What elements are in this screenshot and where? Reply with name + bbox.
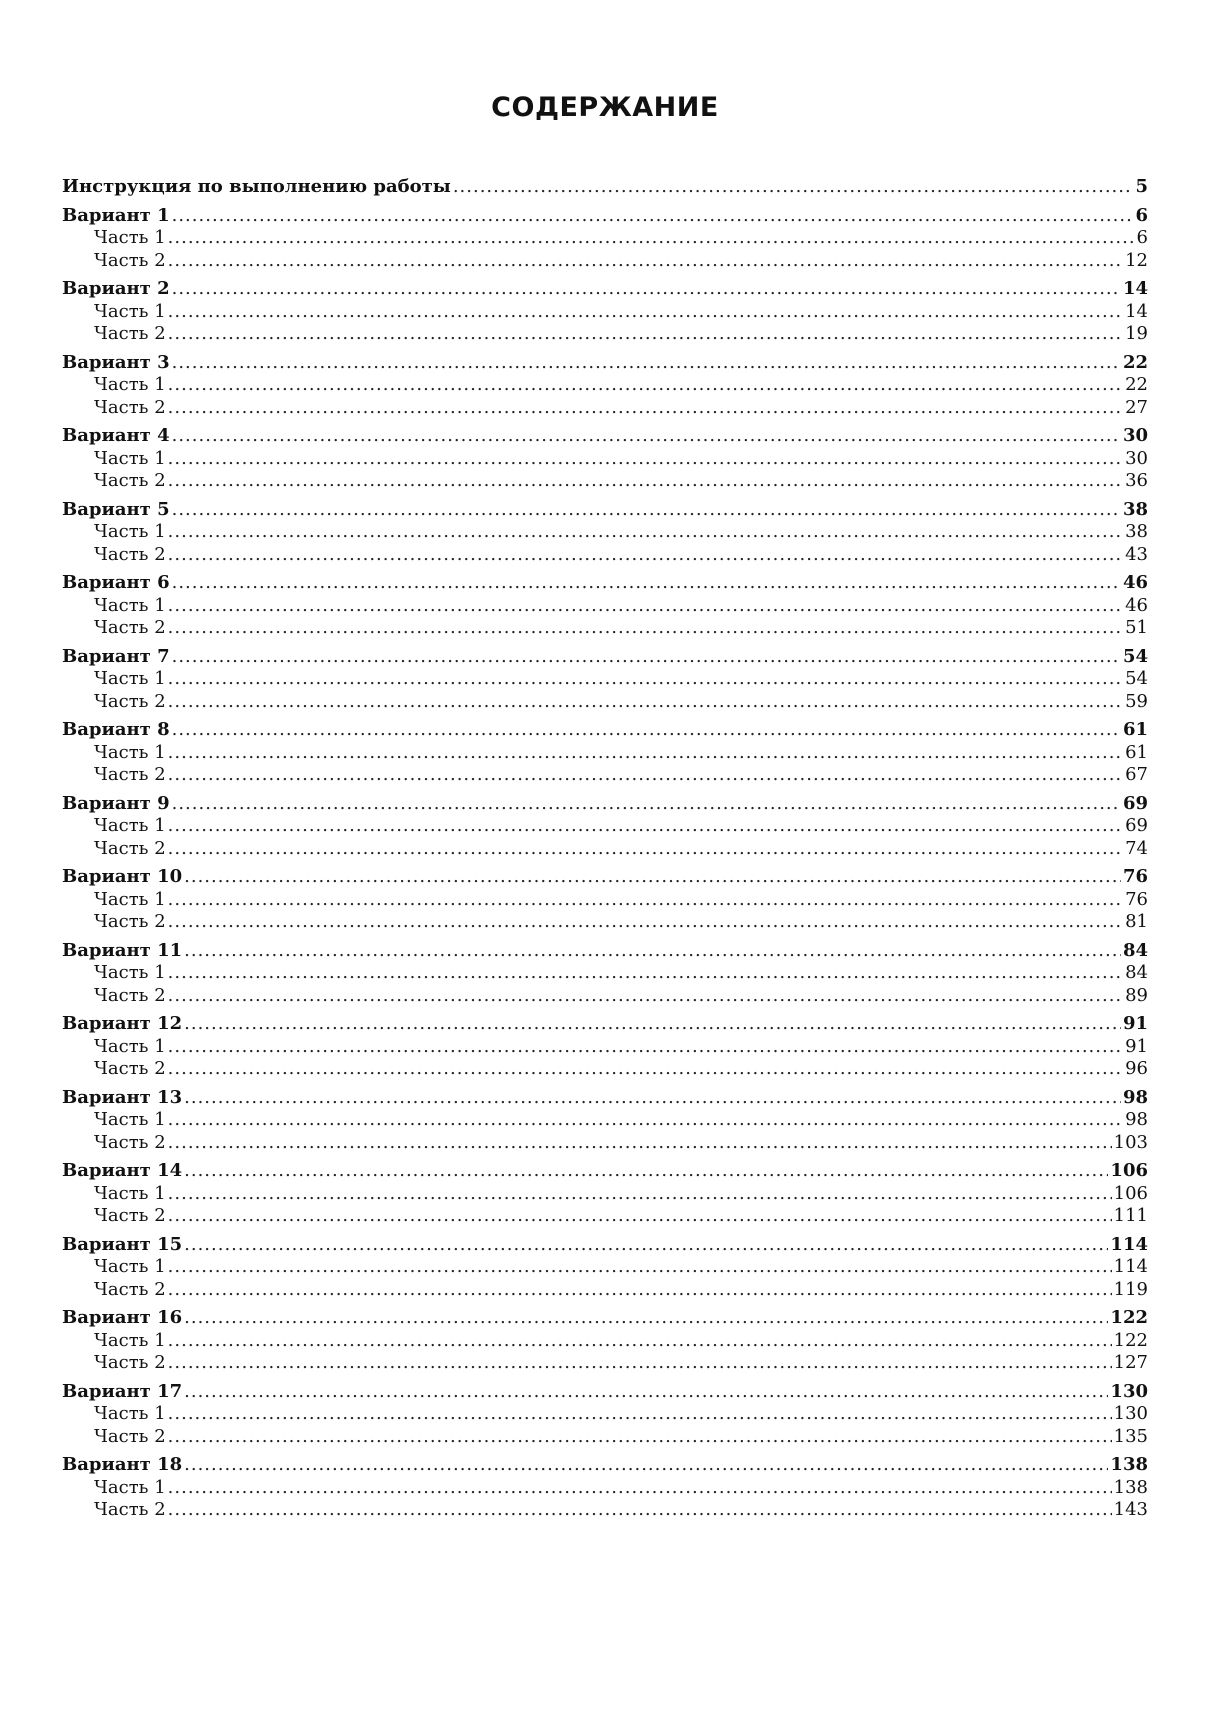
toc-subentry[interactable]	[62, 962, 1148, 985]
toc-subentry[interactable]	[62, 911, 1148, 934]
toc-page-number: 122	[1110, 1307, 1148, 1328]
toc-entry[interactable]	[62, 205, 1148, 228]
toc-page-number: 98	[1125, 1109, 1148, 1130]
toc-page-number: 6	[1135, 204, 1148, 226]
toc-page-number: 122	[1113, 1329, 1148, 1351]
dot-leader	[168, 889, 1123, 912]
dot-leader	[168, 1205, 1112, 1228]
toc-entry-label: Часть 1	[94, 1256, 166, 1277]
toc-page-number: 127	[1113, 1352, 1148, 1373]
toc-page-number: 12	[1125, 249, 1148, 271]
dot-leader	[168, 815, 1123, 838]
toc-page-number: 81	[1125, 911, 1148, 932]
toc-entry-label: Часть 1	[94, 447, 166, 469]
toc-entry[interactable]	[62, 1234, 1148, 1257]
toc-group	[62, 1160, 1148, 1228]
toc-page-number: 54	[1122, 645, 1148, 667]
toc-page-number: 38	[1122, 498, 1148, 520]
dot-leader	[168, 668, 1123, 691]
toc-entry-label: Вариант 9	[62, 792, 170, 814]
toc-entry-label: Часть 2	[94, 1131, 166, 1153]
dot-leader	[172, 278, 1121, 301]
toc-entry-label: Часть 2	[94, 617, 166, 638]
toc-page-number: 5	[1135, 176, 1148, 197]
toc-group	[62, 866, 1148, 934]
toc-page-number: 61	[1125, 741, 1148, 763]
toc-entry-label: Вариант 13	[62, 1086, 183, 1108]
toc-entry[interactable]	[62, 646, 1148, 669]
dot-leader	[184, 1307, 1108, 1330]
dot-leader	[168, 1330, 1112, 1353]
toc-entry[interactable]	[62, 1454, 1148, 1477]
toc-subentry[interactable]	[62, 1256, 1148, 1279]
toc-entry-label: Вариант 16	[62, 1307, 183, 1328]
dot-leader	[168, 1352, 1112, 1375]
toc-group	[62, 425, 1148, 493]
dot-leader	[168, 1279, 1112, 1302]
dot-leader	[172, 793, 1121, 816]
dot-leader	[184, 866, 1121, 889]
toc-group	[62, 205, 1148, 273]
toc-entry[interactable]	[62, 940, 1148, 963]
dot-leader	[168, 1477, 1112, 1500]
dot-leader	[168, 448, 1123, 471]
toc-entry-label: Часть 2	[94, 984, 166, 1006]
dot-leader	[168, 617, 1123, 640]
toc-page-number: 103	[1113, 1131, 1148, 1153]
toc-page-number: 130	[1110, 1380, 1148, 1402]
toc-subentry[interactable]	[62, 1477, 1148, 1500]
toc-subentry[interactable]	[62, 374, 1148, 397]
toc-page-number: 138	[1113, 1476, 1148, 1498]
dot-leader	[168, 595, 1123, 618]
toc-group	[62, 572, 1148, 640]
toc-page-number: 138	[1110, 1454, 1148, 1475]
dot-leader	[168, 1058, 1123, 1081]
toc-entry-label: Вариант 1	[62, 204, 170, 226]
toc-subentry[interactable]	[62, 764, 1148, 787]
dot-leader	[172, 572, 1121, 595]
toc-group	[62, 940, 1148, 1008]
dot-leader	[168, 227, 1135, 250]
toc-entry-label: Вариант 8	[62, 719, 170, 740]
toc-entry-label: Часть 1	[94, 227, 166, 248]
toc-subentry[interactable]	[62, 1205, 1148, 1228]
dot-leader	[172, 352, 1121, 375]
toc-entry-label: Вариант 14	[62, 1160, 183, 1181]
toc-subentry[interactable]	[62, 742, 1148, 765]
toc-group	[62, 646, 1148, 714]
dot-leader	[184, 1087, 1121, 1110]
toc-page-number: 6	[1136, 227, 1148, 248]
toc-entry-label: Часть 2	[94, 1278, 166, 1300]
toc-subentry[interactable]	[62, 1352, 1148, 1375]
toc-page-number: 74	[1125, 837, 1148, 859]
toc-page-number: 14	[1125, 300, 1148, 322]
dot-leader	[184, 1013, 1121, 1036]
toc-subentry[interactable]	[62, 323, 1148, 346]
toc-subentry[interactable]	[62, 1132, 1148, 1155]
toc-entry-label: Часть 2	[94, 470, 166, 491]
dot-leader	[172, 205, 1134, 228]
toc-page-number: 51	[1125, 617, 1148, 638]
dot-leader	[168, 374, 1123, 397]
toc-page-number: 106	[1110, 1160, 1148, 1181]
toc-entry[interactable]	[62, 352, 1148, 375]
toc-page-number: 89	[1125, 984, 1148, 1006]
toc-group	[62, 278, 1148, 346]
toc-group	[62, 719, 1148, 787]
toc-group	[62, 176, 1148, 199]
toc-entry-label: Часть 1	[94, 1329, 166, 1351]
dot-leader	[168, 1183, 1112, 1206]
toc-entry[interactable]	[62, 278, 1148, 301]
toc-subentry[interactable]	[62, 691, 1148, 714]
dot-leader	[168, 1499, 1112, 1522]
toc-subentry[interactable]	[62, 397, 1148, 420]
toc-page-number: 54	[1125, 668, 1148, 689]
toc-group	[62, 352, 1148, 420]
toc-page-number: 98	[1122, 1086, 1148, 1108]
toc-subentry[interactable]	[62, 470, 1148, 493]
toc-entry-label: Часть 2	[94, 1058, 166, 1079]
toc-page-number: 61	[1122, 719, 1148, 740]
toc-subentry[interactable]	[62, 250, 1148, 273]
toc-group	[62, 1454, 1148, 1522]
toc-page-number: 67	[1125, 764, 1148, 785]
toc-entry-label: Часть 2	[94, 323, 166, 344]
dot-leader	[184, 1454, 1108, 1477]
toc-entry-label: Вариант 15	[62, 1233, 183, 1255]
toc-page-number: 114	[1113, 1256, 1148, 1277]
toc-entry-label: Часть 1	[94, 1182, 166, 1204]
toc-entry-label: Часть 1	[94, 668, 166, 689]
dot-leader	[168, 838, 1123, 861]
toc-subentry[interactable]	[62, 1036, 1148, 1059]
toc-subentry[interactable]	[62, 815, 1148, 838]
toc-subentry[interactable]	[62, 617, 1148, 640]
toc-subentry[interactable]	[62, 838, 1148, 861]
toc-entry-label: Часть 2	[94, 690, 166, 712]
toc-entry-label: Инструкция по выполнению работы	[62, 176, 451, 197]
toc-subentry[interactable]	[62, 1058, 1148, 1081]
toc-entry-label: Вариант 2	[62, 278, 170, 299]
toc-entry[interactable]	[62, 499, 1148, 522]
toc-entry-label: Вариант 3	[62, 351, 170, 373]
toc-page-number: 59	[1125, 690, 1148, 712]
toc-subentry[interactable]	[62, 1499, 1148, 1522]
dot-leader	[168, 1426, 1112, 1449]
page-title: СОДЕРЖАНИЕ	[491, 92, 719, 123]
toc-subentry[interactable]	[62, 668, 1148, 691]
toc-entry-label: Часть 1	[94, 374, 166, 395]
toc-page-number: 114	[1110, 1233, 1148, 1255]
toc-entry-label: Часть 1	[94, 1403, 166, 1424]
toc-subentry[interactable]	[62, 544, 1148, 567]
dot-leader	[168, 250, 1123, 273]
toc-subentry[interactable]	[62, 227, 1148, 250]
toc-subentry[interactable]	[62, 1279, 1148, 1302]
toc-subentry[interactable]	[62, 595, 1148, 618]
toc-subentry[interactable]	[62, 448, 1148, 471]
toc-page-number: 69	[1122, 792, 1148, 814]
toc-entry[interactable]	[62, 1160, 1148, 1183]
toc-group	[62, 1307, 1148, 1375]
toc-page-number: 111	[1113, 1205, 1148, 1226]
toc-page-number: 69	[1125, 815, 1148, 836]
toc-page-number: 36	[1125, 470, 1148, 491]
toc-entry-label: Часть 1	[94, 1476, 166, 1498]
dot-leader	[168, 1036, 1123, 1059]
dot-leader	[172, 646, 1121, 669]
toc-page-number: 91	[1125, 1035, 1148, 1057]
dot-leader	[168, 742, 1123, 765]
toc-page-number: 22	[1122, 351, 1148, 373]
dot-leader	[168, 397, 1123, 420]
toc-entry-label: Часть 1	[94, 521, 166, 542]
toc-entry-label: Часть 1	[94, 1035, 166, 1057]
toc-entry-label: Вариант 6	[62, 572, 170, 593]
toc-entry-label: Вариант 5	[62, 498, 170, 520]
dot-leader	[168, 1109, 1123, 1132]
dot-leader	[184, 1381, 1108, 1404]
toc-entry-label: Часть 2	[94, 1425, 166, 1447]
toc-group	[62, 1234, 1148, 1302]
dot-leader	[172, 499, 1121, 522]
toc-page-number: 106	[1113, 1182, 1148, 1204]
toc-page-number: 130	[1113, 1403, 1148, 1424]
toc-entry-label: Часть 2	[94, 396, 166, 418]
toc-page-number: 76	[1122, 866, 1148, 887]
toc-entry-label: Часть 2	[94, 911, 166, 932]
toc-entry-label: Часть 1	[94, 741, 166, 763]
toc-subentry[interactable]	[62, 1183, 1148, 1206]
dot-leader	[453, 176, 1134, 199]
toc-entry-label: Вариант 10	[62, 866, 183, 887]
toc-subentry[interactable]	[62, 1330, 1148, 1353]
dot-leader	[184, 1160, 1108, 1183]
toc-entry-label: Часть 2	[94, 1352, 166, 1373]
toc-page-number: 30	[1125, 447, 1148, 469]
dot-leader	[172, 719, 1121, 742]
toc-page-number: 143	[1113, 1499, 1148, 1520]
toc-page-number: 30	[1122, 425, 1148, 446]
toc-group	[62, 793, 1148, 861]
toc-entry-label: Часть 2	[94, 837, 166, 859]
toc-group	[62, 1381, 1148, 1449]
toc-page-number: 135	[1113, 1425, 1148, 1447]
toc-page-number: 91	[1122, 1013, 1148, 1034]
toc-entry-label: Часть 2	[94, 249, 166, 271]
toc-page-number: 76	[1125, 888, 1148, 910]
dot-leader	[168, 544, 1123, 567]
dot-leader	[172, 425, 1121, 448]
toc-page-number: 19	[1125, 323, 1148, 344]
toc-entry-label: Часть 2	[94, 543, 166, 565]
toc-entry-label: Часть 1	[94, 815, 166, 836]
toc-entry[interactable]	[62, 1087, 1148, 1110]
toc-subentry[interactable]	[62, 521, 1148, 544]
toc-entry-label: Часть 1	[94, 300, 166, 322]
dot-leader	[168, 985, 1123, 1008]
toc-page-number: 119	[1113, 1278, 1148, 1300]
toc-entry[interactable]	[62, 425, 1148, 448]
toc-page-number: 46	[1122, 572, 1148, 593]
dot-leader	[184, 940, 1121, 963]
toc-page-number: 43	[1125, 543, 1148, 565]
toc-entry[interactable]	[62, 719, 1148, 742]
toc-page-number: 96	[1125, 1058, 1148, 1079]
toc-page-number: 84	[1122, 939, 1148, 961]
toc-subentry[interactable]	[62, 1109, 1148, 1132]
dot-leader	[168, 764, 1123, 787]
toc-subentry[interactable]	[62, 889, 1148, 912]
toc-entry[interactable]	[62, 572, 1148, 595]
table-of-contents	[62, 176, 1148, 1528]
toc-page-number: 27	[1125, 396, 1148, 418]
toc-group	[62, 499, 1148, 567]
toc-page-number: 14	[1122, 278, 1148, 299]
toc-entry-label: Вариант 12	[62, 1013, 183, 1034]
toc-subentry[interactable]	[62, 985, 1148, 1008]
toc-entry[interactable]	[62, 1013, 1148, 1036]
dot-leader	[168, 301, 1123, 324]
toc-entry[interactable]	[62, 1307, 1148, 1330]
dot-leader	[168, 962, 1123, 985]
toc-entry[interactable]	[62, 793, 1148, 816]
dot-leader	[168, 1256, 1112, 1279]
toc-entry[interactable]	[62, 866, 1148, 889]
toc-entry-label: Вариант 17	[62, 1380, 183, 1402]
toc-entry-label: Вариант 4	[62, 425, 170, 446]
dot-leader	[168, 521, 1123, 544]
dot-leader	[168, 1132, 1112, 1155]
toc-entry-label: Вариант 18	[62, 1454, 183, 1475]
dot-leader	[168, 323, 1123, 346]
toc-entry-label: Вариант 7	[62, 645, 170, 667]
dot-leader	[168, 691, 1123, 714]
toc-subentry[interactable]	[62, 1403, 1148, 1426]
toc-entry-label: Часть 2	[94, 764, 166, 785]
toc-page-number: 84	[1125, 962, 1148, 983]
toc-entry-label: Часть 2	[94, 1205, 166, 1226]
toc-group	[62, 1013, 1148, 1081]
toc-group	[62, 1087, 1148, 1155]
toc-page-number: 46	[1125, 594, 1148, 616]
toc-entry-label: Часть 1	[94, 962, 166, 983]
dot-leader	[184, 1234, 1108, 1257]
toc-subentry[interactable]	[62, 301, 1148, 324]
dot-leader	[168, 911, 1123, 934]
toc-entry-label: Вариант 11	[62, 939, 183, 961]
toc-page-number: 22	[1125, 374, 1148, 395]
toc-entry[interactable]	[62, 1381, 1148, 1404]
toc-entry-label: Часть 1	[94, 594, 166, 616]
toc-entry-label: Часть 2	[94, 1499, 166, 1520]
toc-entry-label: Часть 1	[94, 1109, 166, 1130]
toc-page-number: 38	[1125, 521, 1148, 542]
toc-subentry[interactable]	[62, 1426, 1148, 1449]
toc-entry-label: Часть 1	[94, 888, 166, 910]
toc-entry[interactable]	[62, 176, 1148, 199]
dot-leader	[168, 470, 1123, 493]
dot-leader	[168, 1403, 1112, 1426]
